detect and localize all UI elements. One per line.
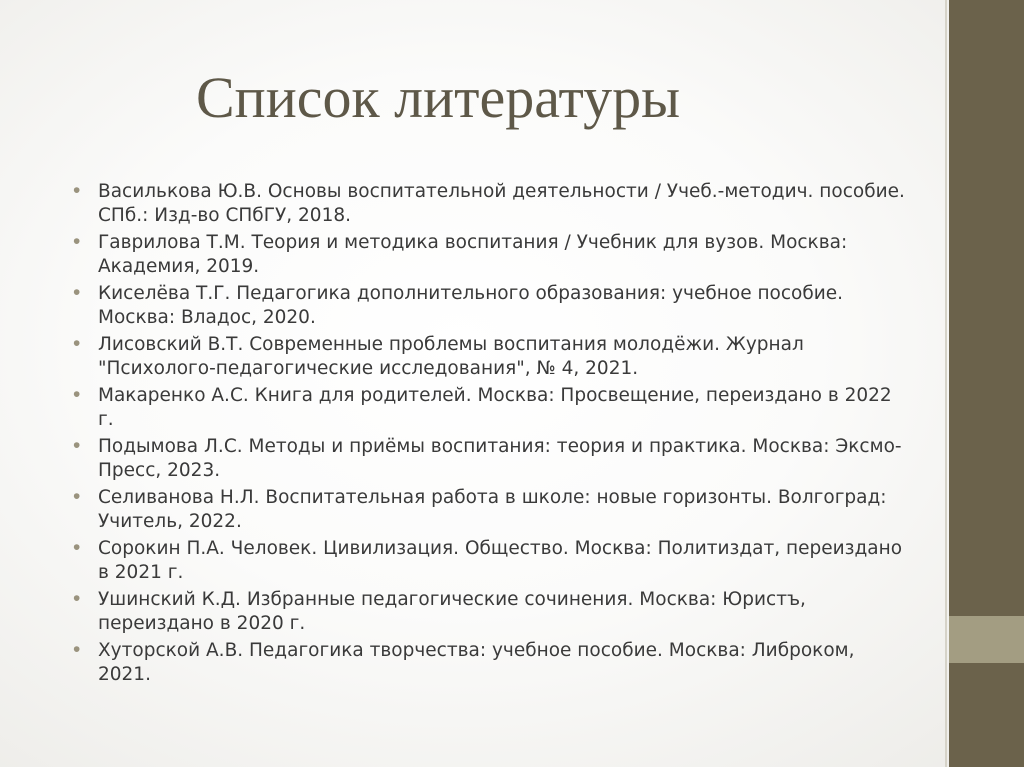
- bullet-icon: •: [73, 332, 81, 355]
- bullet-icon: •: [73, 638, 81, 661]
- bullet-icon: •: [73, 179, 81, 202]
- side-divider-line: [945, 0, 947, 767]
- reference-item: [70, 384, 910, 431]
- bullet-icon: •: [73, 536, 81, 559]
- reference-text: Селиванова Н.Л. Воспитательная работа в школе: новые горизонты. Волгоград: Учитель, 2022.: [98, 487, 887, 532]
- bullet-icon: •: [73, 485, 81, 508]
- reference-list: [70, 180, 910, 690]
- reference-text: Ушинский К.Д. Избранные педагогические сочинения. Москва: Юристъ, переиздано в 2020 г.: [98, 589, 806, 634]
- side-bar-accent: [949, 616, 1024, 663]
- reference-text: Киселёва Т.Г. Педагогика дополнительного образования: учебное пособие. Москва: Владос, 2020.: [98, 283, 844, 328]
- reference-text: Гаврилова Т.М. Теория и методика воспитания / Учебник для вузов. Москва: Академия, 2019.: [98, 232, 848, 277]
- bullet-icon: •: [73, 434, 81, 457]
- reference-text: Сорокин П.А. Человек. Цивилизация. Общество. Москва: Политиздат, переиздано в 2021 г.: [98, 538, 903, 583]
- reference-text: Лисовский В.Т. Современные проблемы воспитания молодёжи. Журнал "Психолого-педагогические исследования", № 4, 2021.: [98, 334, 804, 379]
- reference-item: [70, 180, 910, 227]
- reference-item: [70, 282, 910, 329]
- reference-text: Василькова Ю.В. Основы воспитательной деятельности / Учеб.-методич. пособие. СПб.: Изд-во СПбГУ, 2018.: [98, 181, 905, 226]
- bullet-icon: •: [73, 383, 81, 406]
- reference-text: Подымова Л.С. Методы и приёмы воспитания: теория и практика. Москва: Эксмо-Пресс, 2023.: [98, 436, 902, 481]
- bullet-icon: •: [73, 281, 81, 304]
- reference-item: [70, 588, 910, 635]
- reference-item: [70, 639, 910, 686]
- reference-item: [70, 537, 910, 584]
- slide-title: Список литературы: [196, 65, 681, 130]
- reference-item: [70, 231, 910, 278]
- reference-text: Хуторской А.В. Педагогика творчества: учебное пособие. Москва: Либроком, 2021.: [98, 640, 855, 685]
- bullet-icon: •: [73, 587, 81, 610]
- bullet-icon: •: [73, 230, 81, 253]
- reference-text: Макаренко А.С. Книга для родителей. Москва: Просвещение, переиздано в 2022 г.: [98, 385, 892, 430]
- reference-item: [70, 486, 910, 533]
- reference-item: [70, 333, 910, 380]
- reference-item: [70, 435, 910, 482]
